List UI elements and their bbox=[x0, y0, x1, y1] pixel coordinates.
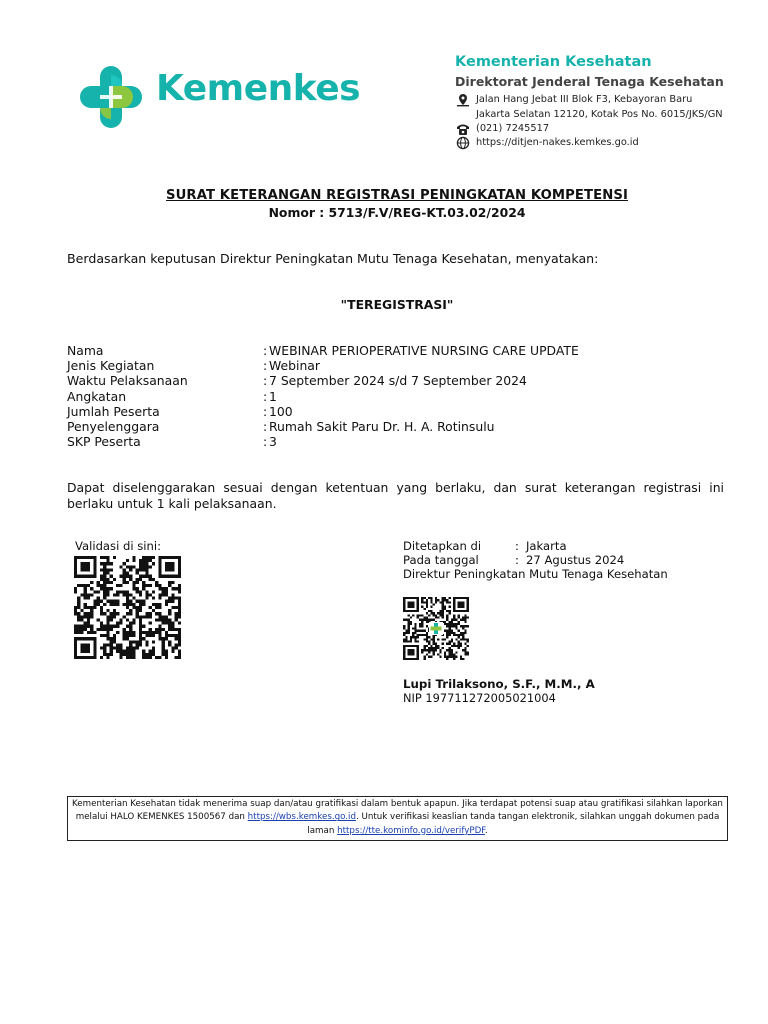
detail-colon: : bbox=[263, 373, 268, 389]
website-url[interactable]: https://ditjen-nakes.kemkes.go.id bbox=[476, 137, 639, 148]
detail-colon: : bbox=[263, 358, 268, 374]
registration-status: "TEREGISTRASI" bbox=[340, 297, 454, 312]
address-line-2: Jakarta Selatan 12120, Kotak Pos No. 6015/JKS/GN bbox=[476, 109, 723, 120]
document-number: Nomor : 5713/F.V/REG-KT.03.02/2024 bbox=[268, 205, 526, 220]
detail-label: Angkatan bbox=[67, 388, 127, 404]
globe-icon bbox=[455, 136, 471, 150]
organization-department: Direktorat Jenderal Tenaga Kesehatan bbox=[455, 74, 724, 89]
location-pin-icon bbox=[455, 93, 471, 107]
signer-name: Lupi Trilaksono, S.F., M.M., A bbox=[403, 677, 595, 691]
phone-number: (021) 7245517 bbox=[476, 123, 550, 134]
place-label: Ditetapkan di bbox=[403, 539, 482, 553]
date-colon: : bbox=[515, 553, 519, 567]
date-value: 27 Agustus 2024 bbox=[526, 553, 625, 567]
place-value: Jakarta bbox=[526, 539, 567, 553]
validation-label: Validasi di sini: bbox=[75, 539, 161, 553]
detail-colon: : bbox=[263, 343, 268, 358]
detail-label: Jumlah Peserta bbox=[67, 403, 160, 419]
kemenkes-logo bbox=[76, 62, 366, 132]
date-label: Pada tanggal bbox=[403, 553, 479, 567]
detail-value: 1 bbox=[269, 388, 277, 404]
wbs-link[interactable]: https://wbs.kemkes.go.id bbox=[247, 812, 356, 823]
detail-colon: : bbox=[263, 388, 268, 404]
logo-wordmark: Kemenkes bbox=[156, 68, 361, 109]
place-colon: : bbox=[515, 539, 519, 553]
detail-value: 3 bbox=[269, 434, 277, 450]
detail-label: SKP Peserta bbox=[67, 434, 141, 450]
detail-colon: : bbox=[263, 418, 268, 434]
detail-label: Waktu Pelaksanaan bbox=[67, 373, 188, 389]
detail-colon: : bbox=[263, 403, 268, 419]
detail-value: 100 bbox=[269, 403, 293, 419]
detail-colon: : bbox=[263, 434, 268, 450]
phone-icon bbox=[455, 122, 471, 136]
footer-text-1: Kementerian Kesehatan tidak menerima suap dan/atau gratifikasi dalam bentuk apapun. Jika terdapat potensi suap atau gratifikasi silahkan laporkan melalui HALO KEMENKES 1500567 dan bbox=[72, 799, 723, 823]
footer-text-2: . Untuk verifikasi keaslian tanda tangan elektronik, silahkan unggah dokumen pada laman bbox=[307, 812, 720, 836]
organization-block bbox=[455, 52, 755, 91]
detail-value: Webinar bbox=[269, 358, 320, 374]
signer-nip: NIP 197711272005021004 bbox=[403, 691, 556, 705]
signer-position: Direktur Peningkatan Mutu Tenaga Kesehatan bbox=[403, 567, 668, 581]
document-title: SURAT KETERANGAN REGISTRASI PENINGKATAN KOMPETENSI bbox=[166, 188, 628, 203]
kemenkes-logo-mark-icon bbox=[76, 62, 146, 132]
detail-label: Nama bbox=[67, 343, 104, 358]
organization-name: Kementerian Kesehatan bbox=[455, 54, 652, 70]
detail-label: Jenis Kegiatan bbox=[67, 358, 155, 374]
validation-qr-code-icon[interactable] bbox=[74, 556, 181, 659]
footer-disclaimer bbox=[67, 796, 728, 841]
detail-value: WEBINAR PERIOPERATIVE NURSING CARE UPDATE bbox=[269, 343, 579, 358]
detail-label: Penyelenggara bbox=[67, 418, 160, 434]
signature-qr-code-icon bbox=[403, 597, 469, 660]
closing-statement: Dapat diselenggarakan sesuai dengan ketentuan yang berlaku, dan surat keterangan registrasi ini berlaku untuk 1 kali pelaksanaan. bbox=[67, 480, 724, 511]
detail-value: 7 September 2024 s/d 7 September 2024 bbox=[269, 373, 527, 389]
footer-text-3: . bbox=[484, 825, 488, 836]
intro-statement: Berdasarkan keputusan Direktur Peningkatan Mutu Tenaga Kesehatan, menyatakan: bbox=[67, 251, 599, 266]
address-line-1: Jalan Hang Jebat III Blok F3, Kebayoran Baru bbox=[476, 94, 693, 105]
detail-value: Rumah Sakit Paru Dr. H. A. Rotinsulu bbox=[269, 418, 495, 434]
tte-verify-link[interactable]: https://tte.kominfo.go.id/verifyPDF bbox=[337, 825, 485, 836]
